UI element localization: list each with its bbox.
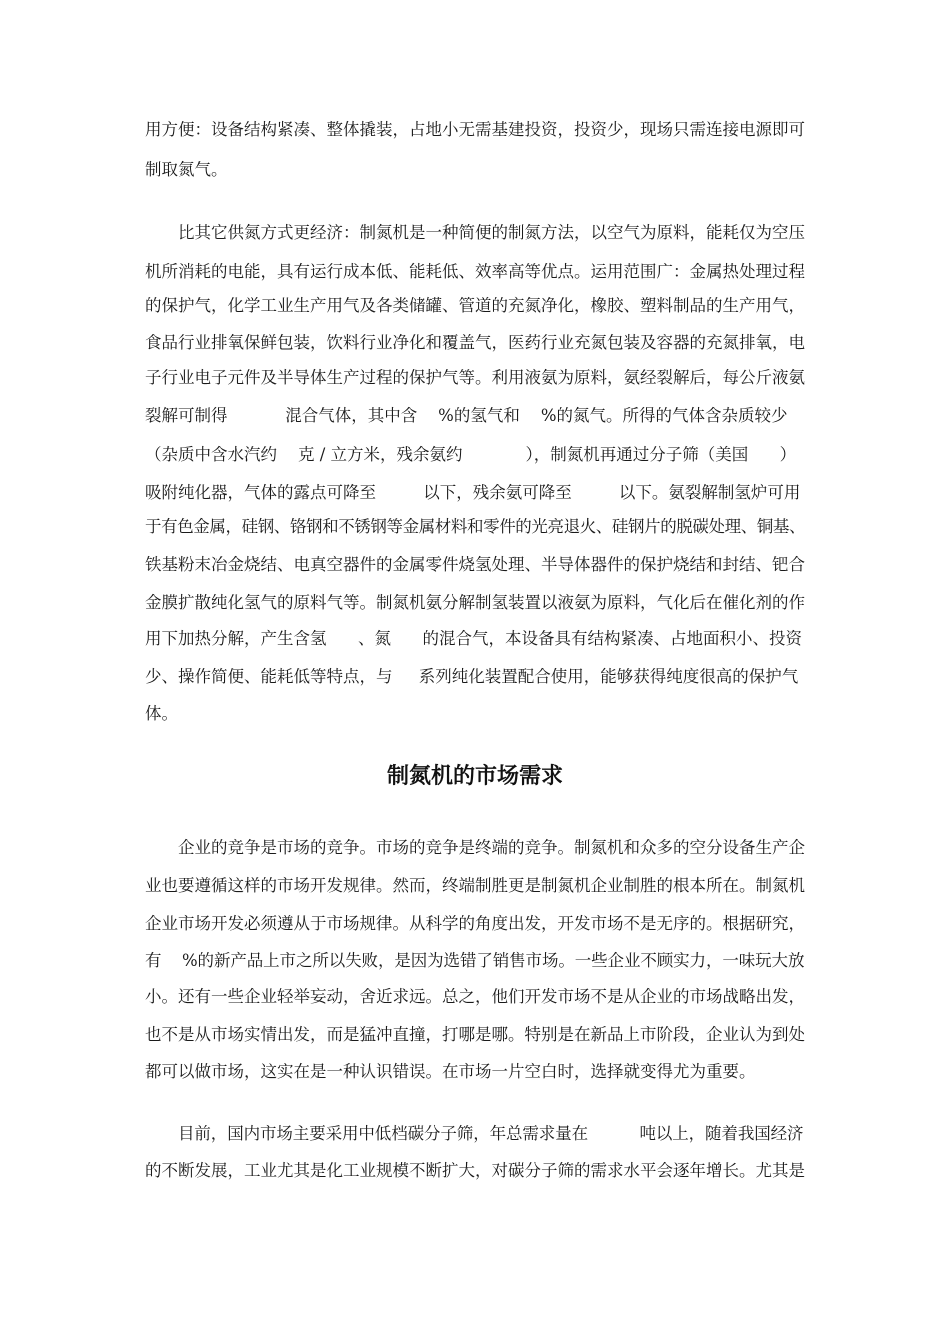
paragraph-line: 铁基粉末冶金烧结、电真空器件的金属零件烧氢处理、半导体器件的保护烧结和封结、钯合 — [145, 555, 805, 574]
paragraph-line: 都可以做市场，这实在是一种认识错误。在市场一片空白时，选择就变得尤为重要。 — [145, 1062, 756, 1081]
paragraph-line: 有 %的新产品上市之所以失败，是因为选错了销售市场。一些企业不顾实力，一味玩大放 — [145, 951, 805, 970]
paragraph-line: 小。还有一些企业轻举妄动，舍近求远。总之，他们开发市场不是从企业的市场战略出发， — [145, 987, 805, 1006]
paragraph-line: 企业的竞争是市场的竞争。市场的竞争是终端的竞争。制氮机和众多的空分设备生产企 — [178, 838, 805, 857]
paragraph-line: 用方便：设备结构紧凑、整体撬装，占地小无需基建投资，投资少，现场只需连接电源即可 — [145, 120, 805, 139]
paragraph-line: 少、操作简便、能耗低等特点，与 系列纯化装置配合使用，能够获得纯度很高的保护气 — [145, 667, 799, 686]
paragraph-line: 体。 — [145, 704, 178, 723]
paragraph-line: 制取氮气。 — [145, 160, 228, 179]
paragraph-line: 机所消耗的电能，具有运行成本低、能耗低、效率高等优点。运用范围广：金属热处理过程 — [145, 262, 805, 281]
paragraph-line: 的不断发展，工业尤其是化工业规模不断扩大，对碳分子筛的需求水平会逐年增长。尤其是 — [145, 1161, 805, 1180]
paragraph-line: 子行业电子元件及半导体生产过程的保护气等。利用液氨为原料，氨经裂解后，每公斤液氨 — [145, 368, 805, 387]
paragraph-line: 也不是从市场实情出发，而是猛冲直撞，打哪是哪。特别是在新品上市阶段，企业认为到处 — [145, 1025, 805, 1044]
paragraph-line: 食品行业排氧保鲜包装，饮料行业净化和覆盖气，医药行业充氮包装及容器的充氮排氧，电 — [145, 333, 805, 352]
paragraph-line: 于有色金属，硅钢、铬钢和不锈钢等金属材料和零件的光亮退火、硅钢片的脱碳处理、铜基、 — [145, 517, 806, 536]
paragraph-line: 业也要遵循这样的市场开发规律。然而，终端制胜更是制氮机企业制胜的根本所在。制氮机 — [145, 876, 805, 895]
paragraph-line: 裂解可制得 混合气体，其中含 %的氢气和 %的氮气。所得的气体含杂质较少 — [145, 406, 788, 425]
paragraph-line: 的保护气，化学工业生产用气及各类储罐、管道的充氮净化，橡胶、塑料制品的生产用气， — [145, 296, 805, 315]
paragraph-line: 用下加热分解，产生含氢 、氮 的混合气，本设备具有结构紧凑、占地面积小、投资 — [145, 629, 802, 648]
paragraph-line: 比其它供氮方式更经济：制氮机是一种简便的制氮方法，以空气为原料，能耗仅为空压 — [178, 223, 805, 242]
paragraph-line: 企业市场开发必须遵从于市场规律。从科学的角度出发，开发市场不是无序的。根据研究， — [145, 914, 805, 933]
section-heading: 制氮机的市场需求 — [386, 764, 563, 789]
paragraph-line: 吸附纯化器，气体的露点可降至 以下，残余氨可降至 以下。氨裂解制氢炉可用 — [145, 483, 801, 502]
paragraph-line: 金膜扩散纯化氢气的原料气等。制氮机氨分解制氢装置以液氨为原料，气化后在催化剂的作 — [145, 593, 805, 612]
paragraph-line: 目前，国内市场主要采用中低档碳分子筛，年总需求量在 吨以上，随着我国经济 — [178, 1124, 804, 1143]
paragraph-line: （杂质中含水汽约 克 / 立方米，残余氨约 ），制氮机再通过分子筛（美国 ） — [145, 445, 797, 464]
